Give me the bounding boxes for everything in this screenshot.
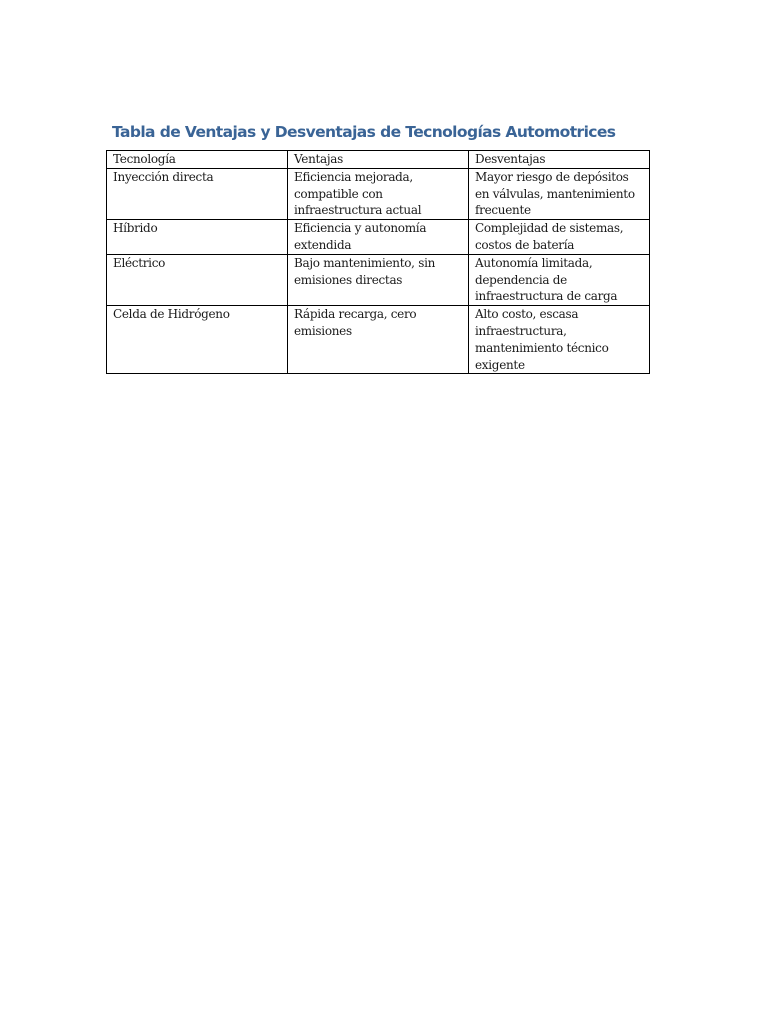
comparison-table [106,150,650,374]
table-header-row [107,151,650,169]
header-cell-desventajas: Desventajas [469,151,650,169]
table-cell-disadvantages: Autonomía limitada, dependencia de infraestructura de carga [469,254,650,305]
table-row [107,220,650,255]
table-row [107,306,650,374]
table-cell-advantages: Rápida recarga, cero emisiones [288,306,469,374]
table-cell-disadvantages: Mayor riesgo de depósitos en válvulas, mantenimiento frecuente [469,168,650,219]
table-cell-technology: Celda de Hidrógeno [107,306,288,374]
table-cell-disadvantages: Complejidad de sistemas, costos de batería [469,220,650,255]
table-cell-technology: Inyección directa [107,168,288,219]
header-cell-ventajas: Ventajas [288,151,469,169]
table-row [107,168,650,219]
table-cell-technology: Híbrido [107,220,288,255]
table-cell-advantages: Eficiencia mejorada, compatible con infraestructura actual [288,168,469,219]
table-cell-advantages: Bajo mantenimiento, sin emisiones directas [288,254,469,305]
table-cell-advantages: Eficiencia y autonomía extendida [288,220,469,255]
document-title: Tabla de Ventajas y Desventajas de Tecnologías Automotrices [112,123,616,141]
table-row [107,254,650,305]
table-cell-technology: Eléctrico [107,254,288,305]
header-cell-tecnologia: Tecnología [107,151,288,169]
table-cell-disadvantages: Alto costo, escasa infraestructura, mantenimiento técnico exigente [469,306,650,374]
